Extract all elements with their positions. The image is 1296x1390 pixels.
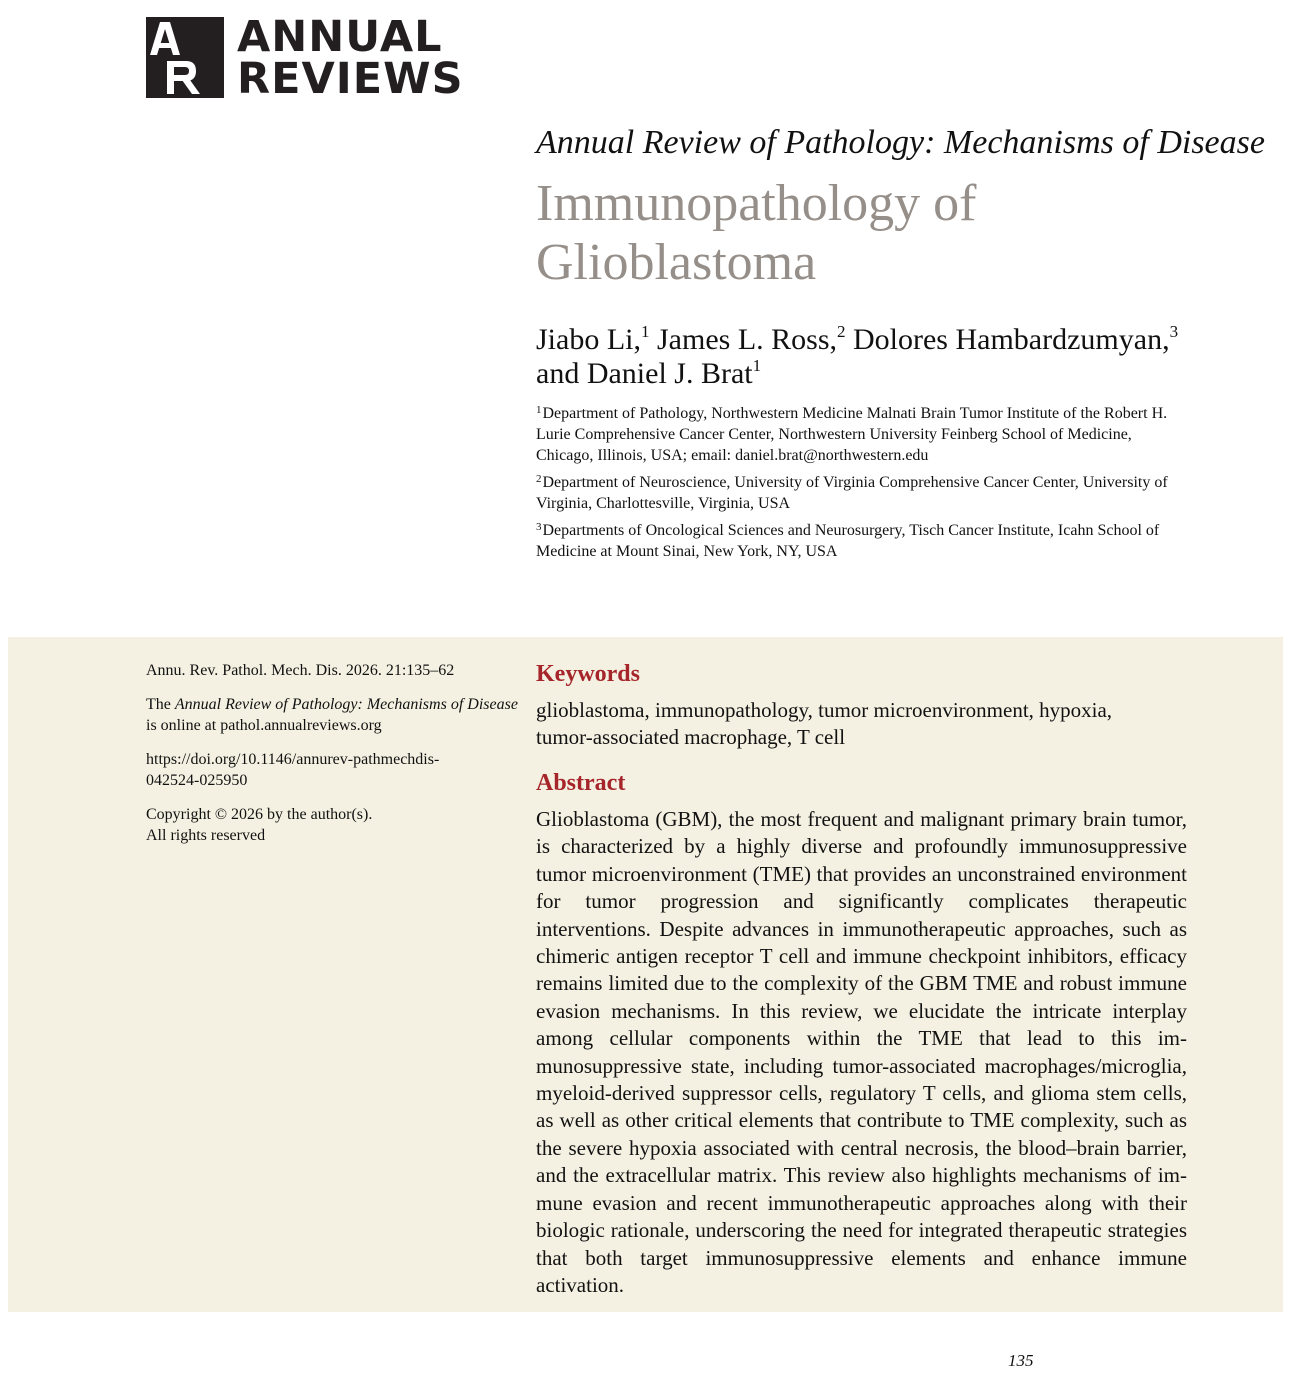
affiliation-text: Department of Neuroscience, University of Virginia Comprehensive Cancer Center, University of Virginia, Charlottesville, Virginia, USA (536, 474, 1168, 512)
copyright-line-1: Copyright © 2026 by the author(s). (146, 806, 373, 823)
page-number: 135 (1008, 1351, 1034, 1370)
affiliation-item (536, 403, 1186, 466)
logo-line-reviews: REVIEWS (237, 54, 464, 104)
keywords-line-1: glioblastoma, immunopathology, tumor microenvironment, hypoxia, (536, 698, 1113, 722)
author-line-2 (536, 357, 1216, 391)
affiliation-text: Department of Pathology, Northwestern Medicine Malnati Brain Tumor Institute of the Robert H. Lurie Comprehensive Cancer Center, Northwestern University Feinberg School of Medicine, Chicago, Illinois, USA; email: daniel.brat@northwestern.edu (536, 405, 1168, 464)
article-metadata-sidebar (146, 660, 521, 859)
author-list (536, 323, 1216, 391)
author-name: Jiabo Li, (536, 323, 641, 356)
affiliation-list (536, 403, 1186, 568)
affiliation-item (536, 520, 1186, 562)
keywords-line-2: tumor-associated macrophage, T cell (536, 725, 846, 749)
abstract-body: Glioblastoma (GBM), the most frequent and malignant primary brain tumor, is characterized by a highly diverse and profoundly immunosuppressive tumor microenvironment (TME) that provides an unconstrained environment for tumor progression and significantly complicates therapeutic interventions. Despite advances in immunotherapeutic approaches, such as chimeric antigen receptor T cell and immune checkpoint inhibitors, efficacy remains limited due to the complexity of the GBM TME and robust immune evasion mechanisms. In this review, we elucidate the intricate interplay among cellular components within the TME that lead to this immunosuppressive state, including tumor-associated macrophages/microglia, myeloid-derived suppressor cells, regulatory T cells, and glioma stem cells, as well as other critical elements that contribute to TME complexity, such as the severe hypoxia associated with central necrosis, the blood–brain barrier, and the extracellular matrix. This review also highlights mechanisms of immune evasion and recent immunotherapeutic approaches along with their biologic rationale, underscoring the need for integrated therapeutic strategies that both target immunosuppressive elements and enhance immune activation. (536, 807, 1187, 1297)
author-name: James L. Ross, (657, 323, 837, 356)
affiliation-text: Departments of Oncological Sciences and Neurosurgery, Tisch Cancer Institute, Icahn School of Medicine at Mount Sinai, New York, NY, USA (536, 522, 1160, 560)
affiliation-number: 1 (536, 404, 542, 416)
online-prefix: The (146, 696, 175, 713)
doi-line-1: https://doi.org/10.1146/annurev-pathmechdis- (146, 751, 440, 768)
copyright-line-2: All rights reserved (146, 827, 266, 844)
affiliation-item (536, 472, 1186, 514)
copyright-text (146, 804, 521, 846)
article-title (536, 174, 1156, 292)
online-journal-name: Annual Review of Pathology: Mechanisms of Disease (174, 696, 518, 713)
article-title-line-1: Immunopathology of (536, 175, 977, 232)
keywords-list (536, 697, 1186, 751)
author-name: and Daniel J. Brat (536, 357, 753, 390)
author-line-1 (536, 323, 1216, 357)
annual-reviews-logo (146, 12, 464, 104)
author-affiliation-mark: 1 (641, 322, 650, 341)
affiliation-number: 2 (536, 473, 542, 485)
citation-text: Annu. Rev. Pathol. Mech. Dis. 2026. 21:135–62 (146, 662, 455, 679)
author-affiliation-mark: 1 (752, 356, 762, 375)
affiliation-number: 3 (536, 521, 542, 533)
author-affiliation-mark: 2 (837, 322, 846, 341)
doi-line-2: 042524-025950 (146, 772, 248, 789)
doi-link[interactable] (146, 749, 521, 791)
author-name: Dolores Hambardzumyan, (853, 323, 1170, 356)
ar-logo-mark-icon (146, 17, 224, 98)
abstract-heading: Abstract (536, 770, 626, 796)
online-url-text[interactable]: is online at pathol.annualreviews.org (146, 717, 382, 734)
logo-line-annual: ANNUAL (237, 12, 443, 62)
keywords-heading: Keywords (536, 661, 640, 687)
journal-title: Annual Review of Pathology: Mechanisms of Disease (536, 124, 1265, 161)
logo-wordmark (237, 12, 464, 104)
article-title-line-2: Glioblastoma (536, 234, 817, 291)
author-affiliation-mark: 3 (1169, 322, 1179, 341)
online-availability-text (146, 694, 521, 736)
